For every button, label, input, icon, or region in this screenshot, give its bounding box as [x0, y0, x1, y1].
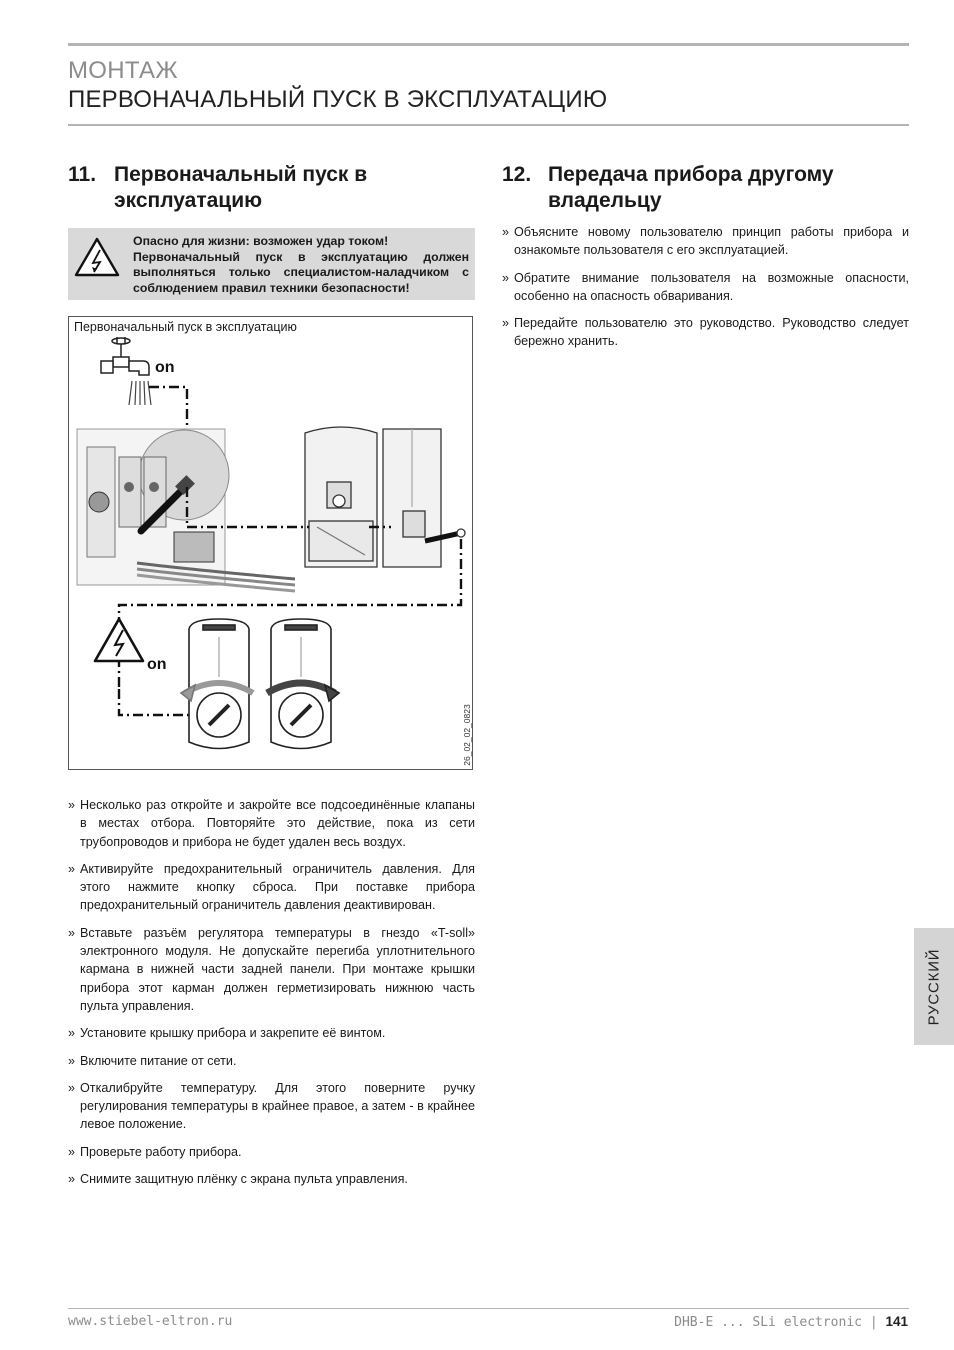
language-tab[interactable] — [914, 928, 954, 1045]
power-on-label: on — [147, 656, 167, 673]
warning-body: Первоначальный пуск в эксплуатацию должен выполняться только специалистом-наладчиком с соблюдением правил техники безопасности! — [133, 249, 469, 295]
list-item: » Снимите защитную плёнку с экрана пульта управления. — [68, 1170, 475, 1188]
footer-rule — [68, 1308, 909, 1309]
chapter-12-title: Передача прибора другому владельцу — [548, 163, 834, 212]
page-number: 141 — [885, 1314, 908, 1329]
list-item: » Передайте пользователю это руководство. Руководство следует бережно хранить. — [502, 314, 909, 351]
list-item: » Несколько раз откройте и закройте все подсоединённые клапаны в местах отбора. Повторяйте это действие, пока из сети трубопроводов и прибора не будет удален весь воздух. — [68, 796, 475, 851]
figure-code-holder — [461, 705, 473, 765]
list-item: » Активируйте предохранительный ограничитель давления. Для этого нажмите кнопку сброса. При поставке прибора предохранительный ограничитель давления деактивирован. — [68, 860, 475, 915]
water-heater-round — [305, 427, 377, 567]
footer-product-page — [674, 1314, 908, 1330]
footer-product: DHB-E ... SLi electronic — [674, 1315, 862, 1330]
chapter-12-steps — [502, 223, 909, 360]
water-stream-icon — [129, 381, 151, 405]
header-bottom-rule — [68, 124, 909, 126]
list-item: » Включите питание от сети. — [68, 1052, 475, 1070]
warning-text — [133, 234, 469, 296]
list-item: » Установите крышку прибора и закрепите её винтом. — [68, 1024, 475, 1042]
figure-code: 26_02_02_0823 — [462, 704, 472, 766]
list-item: » Объясните новому пользователю принцип работы прибора и ознакомьте пользователя с его эксплуатацией. — [502, 223, 909, 260]
chapter-11-heading — [68, 162, 468, 218]
chapter-11-number: 11. — [68, 163, 97, 186]
section-title: МОНТАЖ — [68, 57, 178, 84]
page-title: ПЕРВОНАЧАЛЬНЫЙ ПУСК В ЭКСПЛУАТАЦИЮ — [68, 86, 608, 113]
chapter-12-heading — [502, 162, 902, 218]
figure-caption: Первоначальный пуск в эксплуатацию — [74, 320, 297, 334]
list-item: » Проверьте работу прибора. — [68, 1143, 475, 1161]
footer-url[interactable]: www.stiebel-eltron.ru — [68, 1314, 233, 1329]
header-top-rule — [68, 43, 909, 46]
startup-diagram — [69, 317, 474, 771]
chapter-12-number: 12. — [502, 163, 532, 186]
list-item: » Вставьте разъём регулятора температуры в гнездо «T-soll» электронного модуля. Не допускайте перегиба уплотнительного кармана в нижней части задней панели. При монтаже крышки прибора этот карман должен герметизировать нижнюю часть пульта управления. — [68, 924, 475, 1015]
startup-figure — [68, 316, 473, 770]
power-hazard-icon — [95, 619, 143, 661]
list-item: » Откалибруйте температуру. Для этого поверните ручку регулирования температуры в крайнее правое, а затем - в крайнее левое положение. — [68, 1079, 475, 1134]
list-item: » Обратите внимание пользователя на возможные опасности, особенно на опасность обваривания. — [502, 269, 909, 306]
electric-hazard-icon — [74, 236, 120, 278]
control-panel-right — [267, 619, 339, 749]
chapter-11-steps — [68, 796, 475, 1197]
dashed-path-to-panel — [119, 689, 189, 715]
control-panel-left — [181, 619, 253, 749]
water-heater-flat — [383, 429, 465, 567]
danger-warning-box — [68, 228, 475, 300]
faucet-icon — [101, 337, 149, 375]
chapter-11-title: Первоначальный пуск в эксплуатацию — [114, 163, 368, 212]
language-tab-label: РУССКИЙ — [925, 948, 943, 1025]
water-on-label: on — [155, 359, 175, 376]
footer-separator: | — [869, 1315, 878, 1330]
warning-headline: Опасно для жизни: возможен удар током! — [133, 234, 389, 248]
